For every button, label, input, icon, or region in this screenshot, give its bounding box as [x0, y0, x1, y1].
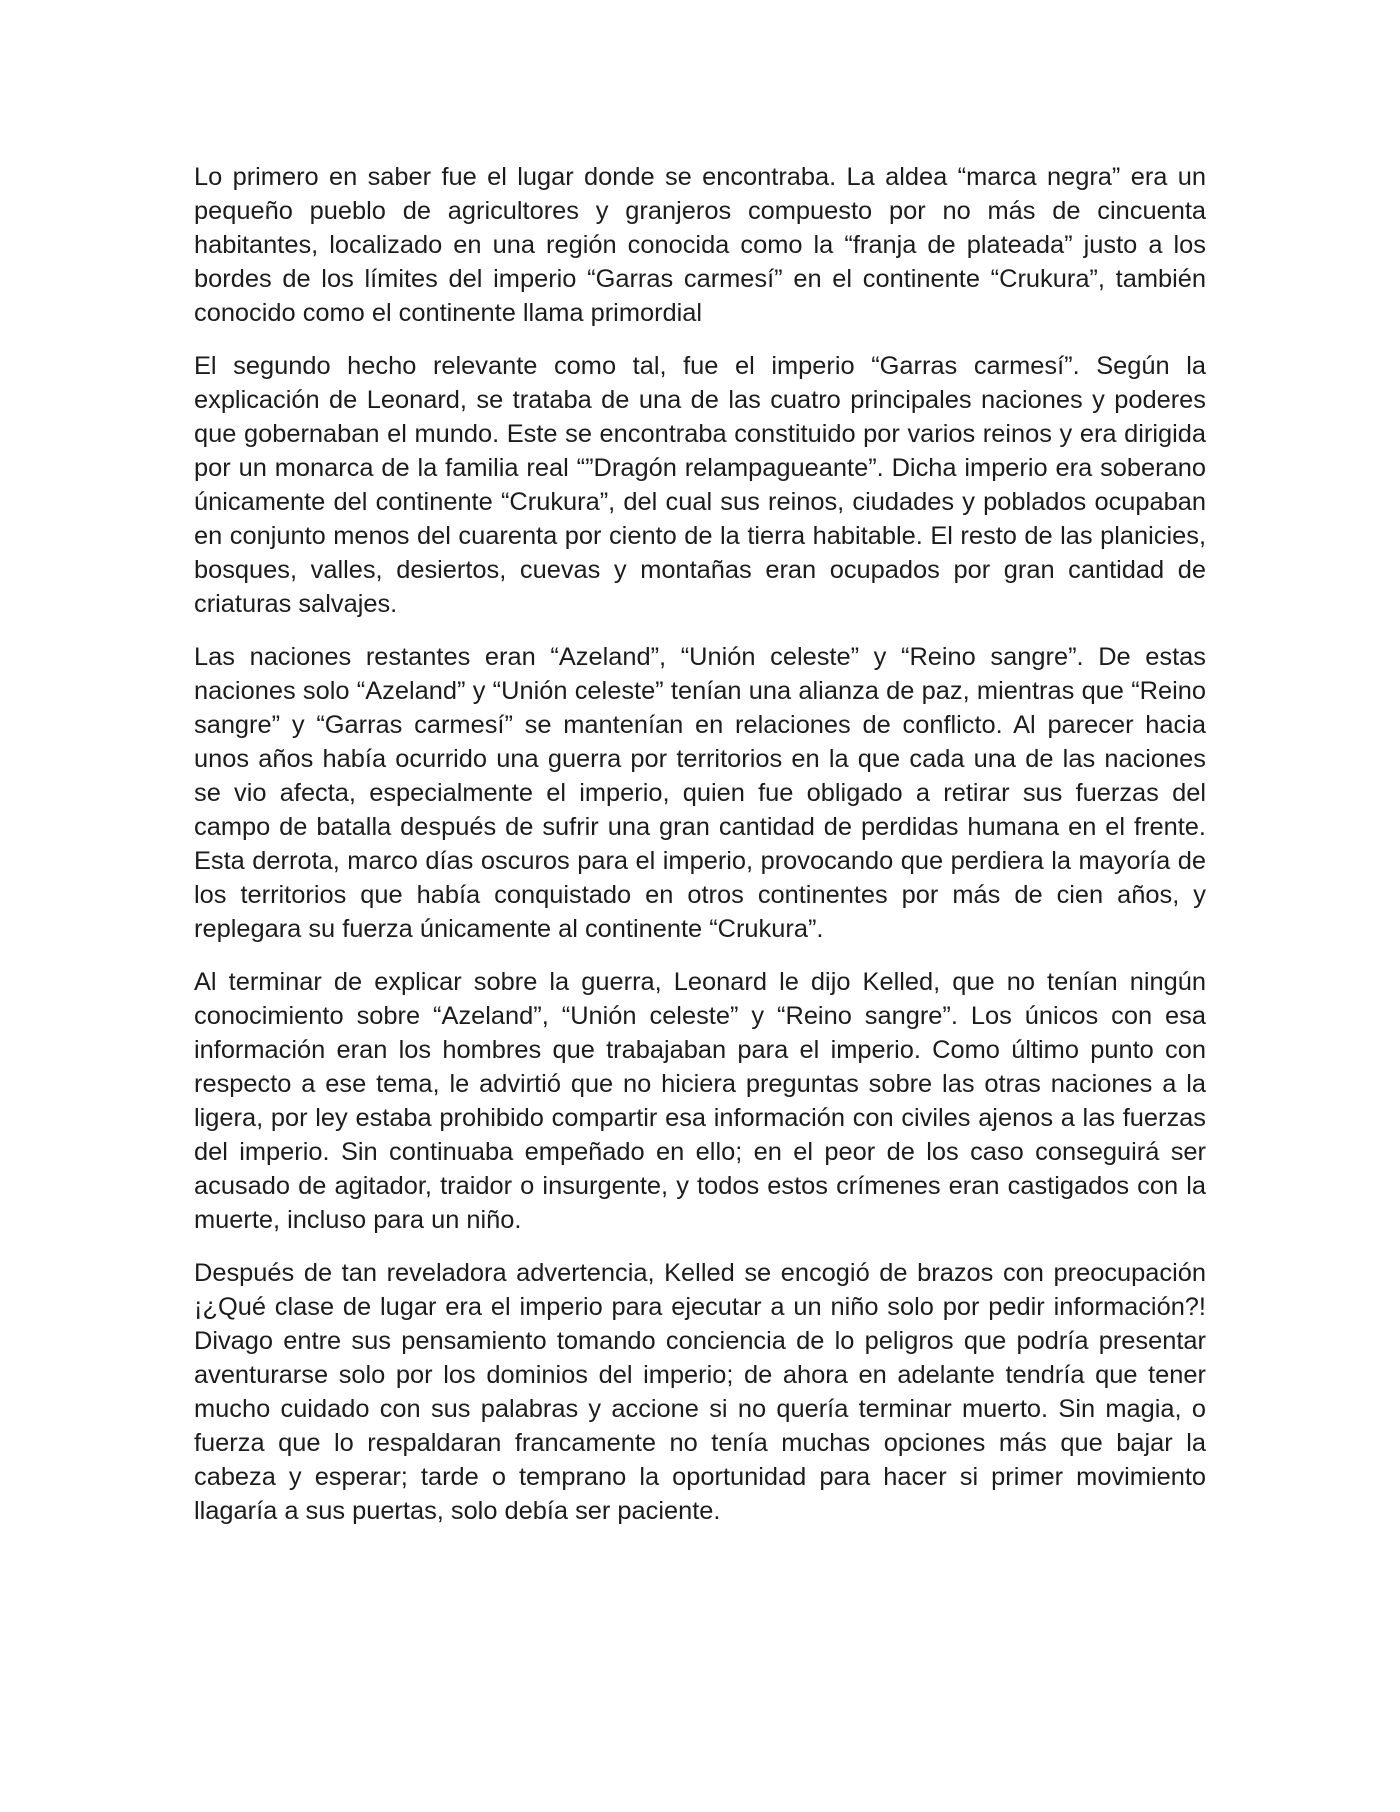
paragraph-1: Lo primero en saber fue el lugar donde se encontraba. La aldea “marca negra” era un pequeño pueblo de agricultores y granjeros compuesto por no más de cincuenta habitantes, localizado en una región conocida como la “franja de plateada” justo a los bordes de los límites del imperio “Garras carmesí” en el continente “Crukura”, también conocido como el continente llama primordial [194, 163, 1206, 327]
paragraph-5: Después de tan reveladora advertencia, Kelled se encogió de brazos con preocupación ¡¿Qué clase de lugar era el imperio para ejecutar a un niño solo por pedir información?! Divago entre sus pensamiento tomando conciencia de lo peligros que podría presentar aventurarse solo por los dominios del imperio; de ahora en adelante tendría que tener mucho cuidado con sus palabras y accione si no quería terminar muerto. Sin magia, o fuerza que lo respaldaran francamente no tenía muchas opciones más que bajar la cabeza y esperar; tarde o temprano la oportunidad para hacer si primer movimiento llagaría a sus puertas, solo debía ser paciente. [194, 1259, 1206, 1525]
paragraph-3: Las naciones restantes eran “Azeland”, “Unión celeste” y “Reino sangre”. De estas naciones solo “Azeland” y “Unión celeste” tenían una alianza de paz, mientras que “Reino sangre” y “Garras carmesí” se mantenían en relaciones de conflicto. Al parecer hacia unos años había ocurrido una guerra por territorios en la que cada una de las naciones se vio afecta, especialmente el imperio, quien fue obligado a retirar sus fuerzas del campo de batalla después de sufrir una gran cantidad de perdidas humana en el frente. Esta derrota, marco días oscuros para el imperio, provocando que perdiera la mayoría de los territorios que había conquistado en otros continentes por más de cien años, y replegara su fuerza únicamente al continente “Crukura”. [194, 643, 1206, 943]
paragraph-2: El segundo hecho relevante como tal, fue el imperio “Garras carmesí”. Según la explicación de Leonard, se trataba de una de las cuatro principales naciones y poderes que gobernaban el mundo. Este se encontraba constituido por varios reinos y era dirigida por un monarca de la familia real “”Dragón relampagueante”. Dicha imperio era soberano únicamente del continente “Crukura”, del cual sus reinos, ciudades y poblados ocupaban en conjunto menos del cuarenta por ciento de la tierra habitable. El resto de las planicies, bosques, valles, desiertos, cuevas y montañas eran ocupados por gran cantidad de criaturas salvajes. [194, 352, 1206, 618]
paragraph-4: Al terminar de explicar sobre la guerra, Leonard le dijo Kelled, que no tenían ningún conocimiento sobre “Azeland”, “Unión celeste” y “Reino sangre”. Los únicos con esa información eran los hombres que trabajaban para el imperio. Como último punto con respecto a ese tema, le advirtió que no hiciera preguntas sobre las otras naciones a la ligera, por ley estaba prohibido compartir esa información con civiles ajenos a las fuerzas del imperio. Sin continuaba empeñado en ello; en el peor de los caso conseguirá ser acusado de agitador, traidor o insurgente, y todos estos crímenes eran castigados con la muerte, incluso para un niño. [194, 968, 1206, 1234]
document-body [194, 160, 1206, 1547]
